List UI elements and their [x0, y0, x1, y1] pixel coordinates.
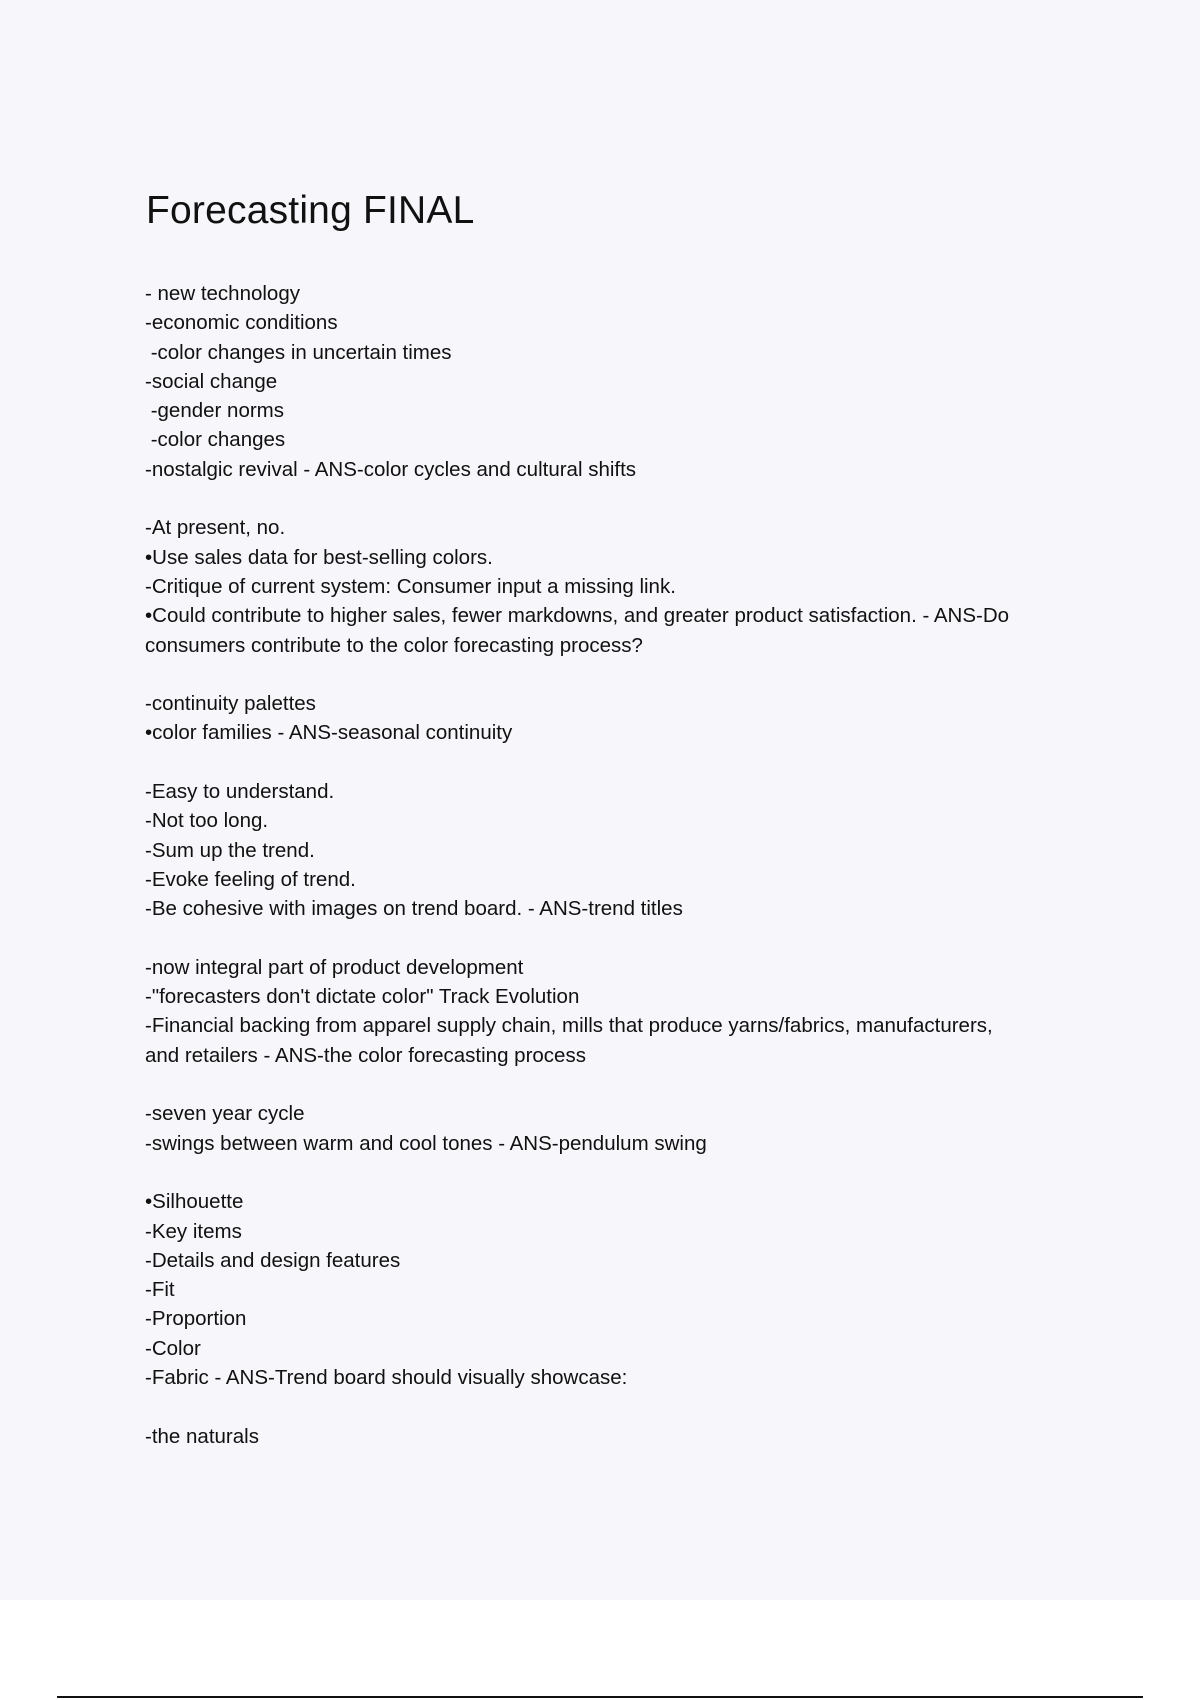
text-line: •Use sales data for best-selling colors.	[145, 545, 493, 569]
text-line: -swings between warm and cool tones - ANS-pendulum swing	[145, 1131, 707, 1155]
text-line: -economic conditions	[145, 311, 338, 335]
text-line: -Proportion	[145, 1307, 247, 1331]
block-2	[145, 513, 1085, 659]
text-line: -Critique of current system: Consumer input a missing link.	[145, 574, 676, 598]
block-7	[145, 1187, 1085, 1392]
block-8	[145, 1422, 1085, 1451]
text-line: •color families - ANS-seasonal continuity	[145, 721, 513, 745]
text-line: -Color	[145, 1336, 201, 1360]
text-line: and retailers - ANS-the color forecasting process	[145, 1043, 586, 1067]
text-line: -Be cohesive with images on trend board. - ANS-trend titles	[145, 897, 683, 921]
block-6	[145, 1099, 1085, 1158]
text-line: -color changes in uncertain times	[145, 340, 452, 364]
text-line: consumers contribute to the color forecasting process?	[145, 633, 643, 657]
text-line: -Easy to understand.	[145, 780, 335, 804]
block-5	[145, 953, 1085, 1070]
text-line: -Key items	[145, 1219, 242, 1243]
bottom-divider	[57, 1696, 1143, 1698]
text-line: -continuity palettes	[145, 692, 316, 716]
text-line: -now integral part of product development	[145, 955, 524, 979]
text-line: -seven year cycle	[145, 1102, 305, 1126]
text-line: •Could contribute to higher sales, fewer markdowns, and greater product satisfaction. - ANS-Do	[145, 604, 1010, 628]
text-line: -gender norms	[145, 399, 285, 423]
text-line: -color changes	[145, 428, 286, 452]
text-line: -the naturals	[145, 1424, 259, 1448]
text-line: -Sum up the trend.	[145, 838, 315, 862]
page-title: Forecasting FINAL	[146, 189, 475, 232]
document-body	[145, 279, 1085, 1480]
block-4	[145, 777, 1085, 923]
text-line: -nostalgic revival - ANS-color cycles and cultural shifts	[145, 457, 637, 481]
text-line: -Fit	[145, 1278, 175, 1302]
text-line: -Details and design features	[145, 1248, 401, 1272]
text-line: -"forecasters don't dictate color" Track Evolution	[145, 985, 580, 1009]
text-line: - new technology	[145, 282, 300, 305]
block-3	[145, 689, 1085, 748]
block-1	[145, 279, 1085, 484]
text-line: -Evoke feeling of trend.	[145, 867, 356, 891]
text-line: -Not too long.	[145, 809, 269, 833]
text-line: -Fabric - ANS-Trend board should visually showcase:	[145, 1365, 628, 1389]
text-line: -At present, no.	[145, 516, 286, 540]
text-line: -Financial backing from apparel supply chain, mills that produce yarns/fabrics, manufacturers,	[145, 1014, 993, 1038]
text-line: -social change	[145, 369, 278, 393]
text-line: •Silhouette	[145, 1190, 244, 1214]
